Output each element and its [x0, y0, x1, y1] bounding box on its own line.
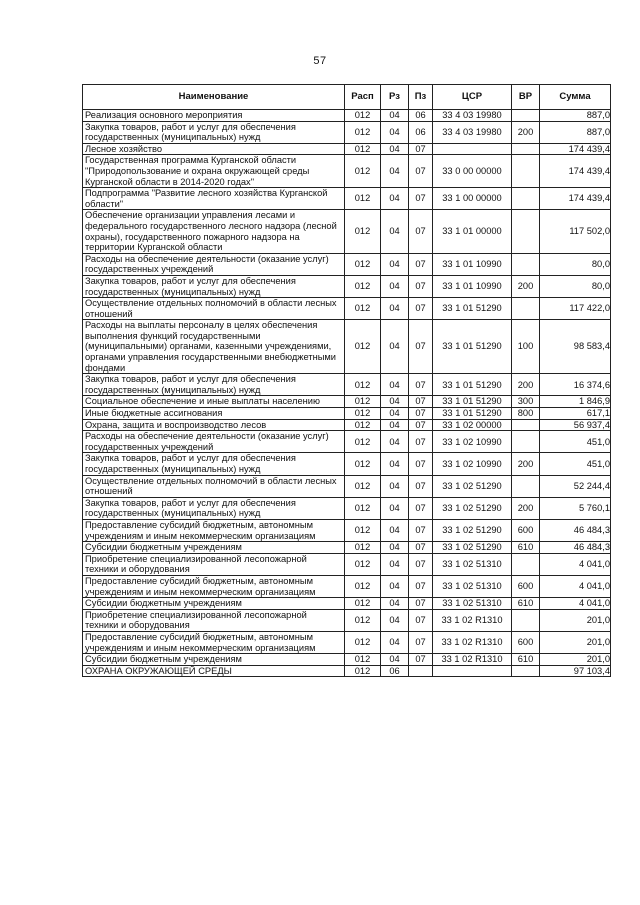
cell-csr: 33 1 01 10990	[433, 253, 512, 275]
cell-vr: 200	[512, 453, 540, 475]
sum-value: 4 041,0	[578, 581, 610, 592]
cell-pz: 07	[409, 419, 433, 431]
cell-vr	[512, 253, 540, 275]
cell-rasp: 012	[345, 453, 381, 475]
cell-rasp: 012	[345, 497, 381, 519]
table-row	[83, 575, 611, 597]
cell-pz: 07	[409, 188, 433, 210]
cell-name: Лесное хозяйство	[83, 143, 345, 155]
cell-vr	[512, 143, 540, 155]
cell-name: ОХРАНА ОКРУЖАЮЩЕЙ СРЕДЫ	[83, 665, 345, 677]
cell-rasp: 012	[345, 210, 381, 253]
cell-csr: 33 4 03 19980	[433, 110, 512, 122]
sum-value: 97 103,4	[573, 665, 610, 676]
cell-name: Субсидии бюджетным учреждениям	[83, 542, 345, 554]
cell-pz: 07	[409, 575, 433, 597]
cell-sum	[540, 453, 611, 475]
cell-vr: 600	[512, 519, 540, 541]
cell-vr: 610	[512, 542, 540, 554]
cell-pz: 07	[409, 320, 433, 374]
sum-value: 451,0	[586, 458, 610, 469]
cell-rz: 04	[381, 419, 409, 431]
cell-pz: 07	[409, 275, 433, 297]
sum-value: 98 583,4	[573, 341, 610, 352]
sum-value: 117 502,0	[569, 226, 610, 237]
cell-rz: 06	[381, 665, 409, 677]
cell-pz: 07	[409, 497, 433, 519]
cell-rz: 04	[381, 298, 409, 320]
cell-sum	[540, 155, 611, 188]
cell-csr: 33 1 02 R1310	[433, 609, 512, 631]
cell-rz: 04	[381, 143, 409, 155]
header-csr: ЦСР	[433, 85, 512, 110]
cell-pz: 06	[409, 121, 433, 143]
cell-vr: 600	[512, 631, 540, 653]
cell-csr: 33 4 03 19980	[433, 121, 512, 143]
cell-name: Осуществление отдельных полномочий в области лесных отношений	[83, 475, 345, 497]
cell-vr: 200	[512, 121, 540, 143]
cell-name: Предоставление субсидий бюджетным, автономным учреждениям и иным некоммерческим организациям	[83, 575, 345, 597]
cell-sum	[540, 475, 611, 497]
cell-vr: 200	[512, 497, 540, 519]
table-row	[83, 519, 611, 541]
cell-sum	[540, 654, 611, 666]
cell-rasp: 012	[345, 598, 381, 610]
cell-rasp: 012	[345, 143, 381, 155]
cell-rz: 04	[381, 598, 409, 610]
table-row	[83, 542, 611, 554]
header-pz: Пз	[409, 85, 433, 110]
cell-rz: 04	[381, 210, 409, 253]
cell-rasp: 012	[345, 408, 381, 420]
cell-pz: 07	[409, 542, 433, 554]
sum-value: 174 439,4	[568, 143, 610, 154]
cell-sum	[540, 143, 611, 155]
cell-rasp: 012	[345, 253, 381, 275]
table-row	[83, 374, 611, 396]
cell-rz: 04	[381, 121, 409, 143]
cell-pz: 06	[409, 110, 433, 122]
cell-sum	[540, 320, 611, 374]
table-row	[83, 155, 611, 188]
cell-csr: 33 1 01 51290	[433, 298, 512, 320]
cell-name: Закупка товаров, работ и услуг для обеспечения государственных (муниципальных) нужд	[83, 453, 345, 475]
cell-name: Социальное обеспечение и иные выплаты населению	[83, 396, 345, 408]
cell-rasp: 012	[345, 575, 381, 597]
table-row	[83, 654, 611, 666]
cell-name: Закупка товаров, работ и услуг для обеспечения государственных (муниципальных) нужд	[83, 275, 345, 297]
sum-value: 4 041,0	[578, 598, 610, 609]
cell-csr: 33 1 00 00000	[433, 188, 512, 210]
cell-csr: 33 1 02 10990	[433, 453, 512, 475]
cell-sum	[540, 396, 611, 408]
cell-rasp: 012	[345, 320, 381, 374]
cell-sum	[540, 598, 611, 610]
cell-rasp: 012	[345, 188, 381, 210]
cell-rz: 04	[381, 253, 409, 275]
table-body	[83, 110, 611, 677]
cell-vr	[512, 110, 540, 122]
table-row	[83, 110, 611, 122]
cell-rasp: 012	[345, 609, 381, 631]
table-row	[83, 665, 611, 677]
table-row	[83, 453, 611, 475]
cell-pz: 07	[409, 396, 433, 408]
table-row	[83, 475, 611, 497]
cell-rasp: 012	[345, 519, 381, 541]
cell-csr: 33 0 00 00000	[433, 155, 512, 188]
header-sum: Сумма	[540, 85, 611, 110]
cell-pz: 07	[409, 298, 433, 320]
cell-vr: 610	[512, 598, 540, 610]
cell-sum	[540, 210, 611, 253]
cell-vr: 100	[512, 320, 540, 374]
table-row	[83, 553, 611, 575]
cell-rasp: 012	[345, 396, 381, 408]
cell-csr: 33 1 02 51290	[433, 497, 512, 519]
sum-value: 201,0	[586, 615, 610, 626]
cell-sum	[540, 519, 611, 541]
cell-name: Приобретение специализированной лесопожарной техники и оборудования	[83, 553, 345, 575]
sum-value: 887,0	[586, 126, 610, 137]
cell-csr: 33 1 01 10990	[433, 275, 512, 297]
cell-rz: 04	[381, 374, 409, 396]
cell-rasp: 012	[345, 475, 381, 497]
cell-csr	[433, 143, 512, 155]
cell-rz: 04	[381, 475, 409, 497]
table-row	[83, 497, 611, 519]
sum-value: 80,0	[591, 281, 610, 292]
cell-sum	[540, 665, 611, 677]
cell-csr: 33 1 02 51310	[433, 575, 512, 597]
cell-rz: 04	[381, 631, 409, 653]
cell-rasp: 012	[345, 631, 381, 653]
cell-vr	[512, 609, 540, 631]
cell-name: Охрана, защита и воспроизводство лесов	[83, 419, 345, 431]
cell-rz: 04	[381, 320, 409, 374]
cell-csr	[433, 665, 512, 677]
cell-csr: 33 1 02 51290	[433, 475, 512, 497]
cell-name: Предоставление субсидий бюджетным, автономным учреждениям и иным некоммерческим организациям	[83, 631, 345, 653]
cell-sum	[540, 110, 611, 122]
cell-vr	[512, 665, 540, 677]
cell-pz: 07	[409, 143, 433, 155]
cell-sum	[540, 374, 611, 396]
table-row	[83, 121, 611, 143]
header-vr: ВР	[512, 85, 540, 110]
cell-vr: 200	[512, 275, 540, 297]
sum-value: 117 422,0	[569, 303, 610, 314]
cell-csr: 33 1 02 R1310	[433, 631, 512, 653]
table-row	[83, 188, 611, 210]
table-row	[83, 396, 611, 408]
cell-vr	[512, 210, 540, 253]
cell-pz: 07	[409, 475, 433, 497]
cell-rz: 04	[381, 431, 409, 453]
table-row	[83, 419, 611, 431]
header-rasp: Расп	[345, 85, 381, 110]
cell-name: Расходы на обеспечение деятельности (оказание услуг) государственных учреждений	[83, 253, 345, 275]
cell-csr: 33 1 02 51290	[433, 542, 512, 554]
sum-value: 617,1	[586, 408, 610, 419]
cell-name: Расходы на обеспечение деятельности (оказание услуг) государственных учреждений	[83, 431, 345, 453]
cell-rasp: 012	[345, 654, 381, 666]
cell-name: Обеспечение организации управления лесами и федерального государственного лесного надзора (лесной охраны), государственного пожарного надзора на территории Курганской области	[83, 210, 345, 253]
cell-sum	[540, 188, 611, 210]
table-row	[83, 210, 611, 253]
sum-value: 16 374,6	[573, 379, 610, 390]
cell-rz: 04	[381, 396, 409, 408]
table-row	[83, 253, 611, 275]
cell-sum	[540, 298, 611, 320]
cell-pz: 07	[409, 155, 433, 188]
cell-csr: 33 1 01 51290	[433, 374, 512, 396]
cell-vr: 610	[512, 654, 540, 666]
cell-rz: 04	[381, 575, 409, 597]
cell-vr: 300	[512, 396, 540, 408]
cell-sum	[540, 542, 611, 554]
sum-value: 201,0	[586, 637, 610, 648]
cell-csr: 33 1 01 00000	[433, 210, 512, 253]
table-row	[83, 320, 611, 374]
cell-rasp: 012	[345, 110, 381, 122]
sum-value: 46 484,3	[573, 542, 610, 553]
cell-vr	[512, 431, 540, 453]
cell-vr	[512, 553, 540, 575]
sum-value: 80,0	[591, 259, 610, 270]
cell-sum	[540, 408, 611, 420]
table-header-row	[83, 85, 611, 110]
cell-csr: 33 1 02 51290	[433, 519, 512, 541]
table-row	[83, 408, 611, 420]
table-row	[83, 598, 611, 610]
sum-value: 4 041,0	[578, 559, 610, 570]
cell-rz: 04	[381, 519, 409, 541]
sum-value: 201,0	[586, 654, 610, 665]
cell-pz: 07	[409, 609, 433, 631]
cell-csr: 33 1 02 R1310	[433, 654, 512, 666]
sum-value: 1 846,9	[578, 396, 610, 407]
cell-rz: 04	[381, 553, 409, 575]
cell-pz: 07	[409, 453, 433, 475]
cell-rz: 04	[381, 188, 409, 210]
cell-csr: 33 1 02 51310	[433, 598, 512, 610]
cell-name: Предоставление субсидий бюджетным, автономным учреждениям и иным некоммерческим организациям	[83, 519, 345, 541]
cell-name: Закупка товаров, работ и услуг для обеспечения государственных (муниципальных) нужд	[83, 374, 345, 396]
cell-pz: 07	[409, 210, 433, 253]
cell-rasp: 012	[345, 419, 381, 431]
cell-sum	[540, 553, 611, 575]
cell-rz: 04	[381, 110, 409, 122]
cell-name: Реализация основного мероприятия	[83, 110, 345, 122]
sum-value: 56 937,4	[573, 419, 610, 430]
header-name: Наименование	[83, 85, 345, 110]
cell-vr: 200	[512, 374, 540, 396]
table-row	[83, 275, 611, 297]
sum-value: 174 439,4	[568, 165, 610, 176]
cell-sum	[540, 631, 611, 653]
cell-rz: 04	[381, 408, 409, 420]
table-row	[83, 143, 611, 155]
cell-csr: 33 1 02 10990	[433, 431, 512, 453]
cell-rasp: 012	[345, 121, 381, 143]
cell-rasp: 012	[345, 275, 381, 297]
cell-pz: 07	[409, 519, 433, 541]
cell-rz: 04	[381, 453, 409, 475]
cell-rasp: 012	[345, 542, 381, 554]
cell-pz	[409, 665, 433, 677]
cell-csr: 33 1 02 00000	[433, 419, 512, 431]
cell-csr: 33 1 01 51290	[433, 408, 512, 420]
cell-vr	[512, 419, 540, 431]
cell-rz: 04	[381, 275, 409, 297]
cell-pz: 07	[409, 654, 433, 666]
cell-pz: 07	[409, 431, 433, 453]
cell-sum	[540, 121, 611, 143]
cell-rz: 04	[381, 497, 409, 519]
cell-sum	[540, 497, 611, 519]
cell-name: Закупка товаров, работ и услуг для обеспечения государственных (муниципальных) нужд	[83, 121, 345, 143]
cell-name: Подпрограмма "Развитие лесного хозяйства Курганской области"	[83, 188, 345, 210]
cell-sum	[540, 419, 611, 431]
cell-vr	[512, 298, 540, 320]
cell-rasp: 012	[345, 665, 381, 677]
sum-value: 451,0	[586, 436, 610, 447]
cell-pz: 07	[409, 408, 433, 420]
page-number: 57	[313, 55, 327, 67]
cell-rasp: 012	[345, 431, 381, 453]
cell-sum	[540, 609, 611, 631]
cell-vr	[512, 188, 540, 210]
cell-pz: 07	[409, 553, 433, 575]
cell-sum	[540, 253, 611, 275]
sum-value: 5 760,1	[578, 503, 610, 514]
cell-name: Государственная программа Курганской области "Природопользование и охрана окружающей среды Курганской области в 2014-2020 годах"	[83, 155, 345, 188]
header-rz: Рз	[381, 85, 409, 110]
cell-rz: 04	[381, 609, 409, 631]
cell-pz: 07	[409, 253, 433, 275]
cell-rasp: 012	[345, 155, 381, 188]
table-row	[83, 609, 611, 631]
cell-rz: 04	[381, 654, 409, 666]
sum-value: 887,0	[586, 110, 610, 120]
cell-sum	[540, 575, 611, 597]
cell-rasp: 012	[345, 553, 381, 575]
cell-vr	[512, 155, 540, 188]
sum-value: 174 439,4	[568, 193, 610, 204]
cell-name: Осуществление отдельных полномочий в области лесных отношений	[83, 298, 345, 320]
cell-vr: 600	[512, 575, 540, 597]
cell-pz: 07	[409, 631, 433, 653]
cell-name: Субсидии бюджетным учреждениям	[83, 654, 345, 666]
cell-vr: 800	[512, 408, 540, 420]
cell-name: Субсидии бюджетным учреждениям	[83, 598, 345, 610]
cell-rz: 04	[381, 155, 409, 188]
cell-rz: 04	[381, 542, 409, 554]
cell-pz: 07	[409, 374, 433, 396]
sum-value: 46 484,3	[573, 525, 610, 536]
cell-name: Иные бюджетные ассигнования	[83, 408, 345, 420]
cell-csr: 33 1 01 51290	[433, 396, 512, 408]
cell-name: Расходы на выплаты персоналу в целях обеспечения выполнения функций государственными (муниципальными) органами, казенными учреждениями, органами управления государственными внебюджетными фондами	[83, 320, 345, 374]
cell-rasp: 012	[345, 374, 381, 396]
cell-sum	[540, 275, 611, 297]
cell-csr: 33 1 02 51310	[433, 553, 512, 575]
cell-name: Приобретение специализированной лесопожарной техники и оборудования	[83, 609, 345, 631]
cell-vr	[512, 475, 540, 497]
sum-value: 52 244,4	[573, 480, 610, 491]
cell-rasp: 012	[345, 298, 381, 320]
cell-name: Закупка товаров, работ и услуг для обеспечения государственных (муниципальных) нужд	[83, 497, 345, 519]
budget-table	[82, 84, 611, 677]
cell-csr: 33 1 01 51290	[433, 320, 512, 374]
cell-pz: 07	[409, 598, 433, 610]
table-row	[83, 298, 611, 320]
cell-sum	[540, 431, 611, 453]
table-row	[83, 631, 611, 653]
table-row	[83, 431, 611, 453]
